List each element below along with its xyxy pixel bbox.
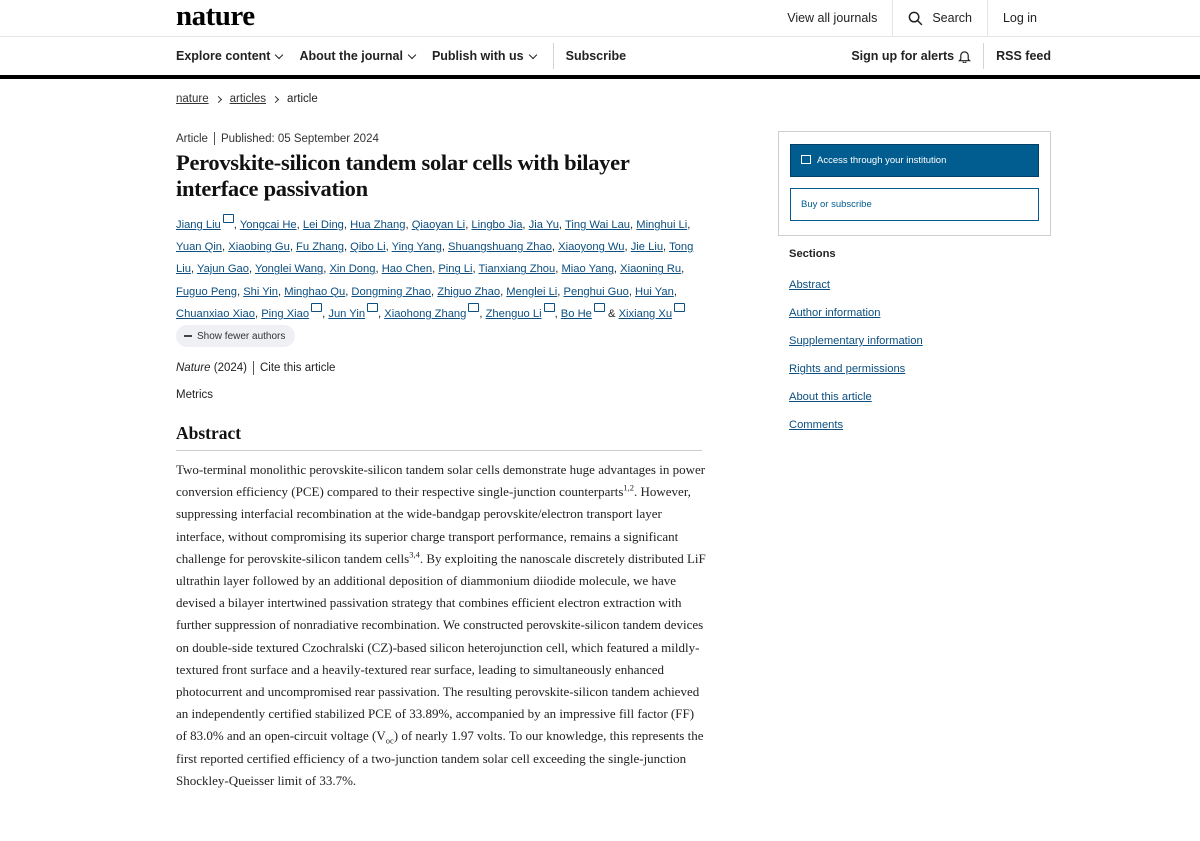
author-link[interactable]: Ping Xiao bbox=[261, 307, 310, 320]
journal-link[interactable]: Nature bbox=[176, 362, 211, 374]
author-list: Jiang Liu , Yongcai He, Lei Ding, Hua Zhang, Qiaoyan Li, Lingbo Jia, Jia Yu, Ting Wai Lau, Minghui Li, Yuan Qin, Xiaobing Gu, Fu Zhang, Qibo Li, Ying Yang, Shuangshuang Zhao, Xiaoyong Wu, Jie Liu, Tong Liu, Yajun Gao, Yonglei Wang, Xin Dong, Hao Chen, Ping Li, Tianxiang Zhou, Miao Yang, Xiaoning Ru, Fuguo Peng, Shi Yin, Minghao Qu, Dongming Zhao, Zhiguo Zhao, Menglei Li, Penghui Guo, Hui Yan, Chuanxiao Xiao, Ping Xiao , Jun Yin , Xiaohong Zhang , Zhenguo Li , Bo He & Xixiang Xu bbox=[176, 214, 706, 325]
author-link[interactable]: Ying Yang bbox=[391, 241, 442, 254]
alerts-signup-link[interactable]: Sign up for alerts bbox=[851, 49, 971, 63]
about-journal-menu[interactable]: About the journal bbox=[299, 49, 414, 63]
buy-subscribe-button[interactable]: Buy or subscribe bbox=[790, 188, 1039, 221]
rss-feed-link[interactable]: RSS feed bbox=[996, 49, 1051, 63]
explore-content-menu[interactable]: Explore content bbox=[176, 49, 282, 63]
email-icon[interactable] bbox=[367, 303, 378, 312]
publication-year: (2024) bbox=[213, 362, 247, 374]
chevron-right-icon bbox=[215, 95, 222, 102]
author-link[interactable]: Jun Yin bbox=[328, 307, 366, 320]
author-link[interactable]: Minghao Qu bbox=[284, 285, 346, 298]
show-fewer-authors-button[interactable]: Show fewer authors bbox=[176, 325, 295, 347]
author-link[interactable]: Jia Yu bbox=[528, 219, 559, 231]
nav-divider bbox=[553, 43, 554, 69]
section-link-supplementary[interactable]: Supplementary information bbox=[789, 335, 923, 347]
view-all-journals-link[interactable]: View all journals bbox=[787, 11, 878, 25]
article-title: Perovskite-silicon tandem solar cells with bilayer interface passivation bbox=[176, 150, 630, 201]
author-link[interactable]: Xiaohong Zhang bbox=[384, 307, 467, 320]
chevron-down-icon bbox=[528, 50, 536, 58]
author-link[interactable]: Tong Liu bbox=[176, 241, 694, 276]
email-icon[interactable] bbox=[594, 303, 605, 312]
sections-title: Sections bbox=[789, 248, 836, 260]
article-meta bbox=[176, 132, 379, 145]
author-link[interactable]: Xin Dong bbox=[329, 263, 376, 276]
chevron-right-icon bbox=[272, 95, 279, 102]
email-icon[interactable] bbox=[311, 303, 322, 312]
access-institution-button[interactable]: Access through your institution bbox=[790, 144, 1039, 177]
author-link[interactable]: Shuangshuang Zhao bbox=[448, 241, 552, 254]
author-link[interactable]: Chuanxiao Xiao bbox=[176, 307, 255, 320]
author-link[interactable]: Jiang Liu bbox=[176, 219, 221, 231]
metrics-link[interactable]: Metrics bbox=[176, 389, 214, 401]
breadcrumb-nature[interactable]: nature bbox=[176, 93, 209, 105]
sections-nav bbox=[789, 248, 923, 447]
author-link[interactable]: Lei Ding bbox=[302, 219, 344, 231]
main-nav bbox=[0, 37, 1200, 79]
section-link-comments[interactable]: Comments bbox=[789, 419, 844, 431]
email-icon[interactable] bbox=[223, 214, 234, 223]
subscribe-link[interactable]: Subscribe bbox=[565, 49, 627, 63]
author-link[interactable]: Ting Wai Lau bbox=[564, 219, 631, 231]
search-button[interactable]: Search bbox=[892, 0, 987, 36]
author-link[interactable]: Qiaoyan Li bbox=[411, 219, 466, 231]
ref-3-4[interactable]: 3,4 bbox=[409, 549, 420, 560]
article-type: Article bbox=[176, 132, 208, 145]
author-link[interactable]: Qibo Li bbox=[350, 241, 386, 254]
search-icon bbox=[908, 11, 923, 26]
author-link[interactable]: Yongcai He bbox=[239, 219, 297, 231]
author-link[interactable]: Xixiang Xu bbox=[618, 307, 673, 320]
ref-1-2[interactable]: 1,2 bbox=[623, 482, 635, 493]
section-link-rights[interactable]: Rights and permissions bbox=[789, 363, 906, 375]
author-link[interactable]: Yonglei Wang bbox=[255, 263, 324, 276]
section-link-abstract[interactable]: Abstract bbox=[789, 279, 831, 291]
author-link[interactable]: Jie Liu bbox=[630, 241, 664, 254]
author-link[interactable]: Xiaoyong Wu bbox=[558, 241, 625, 254]
author-link[interactable]: Yajun Gao bbox=[196, 263, 249, 276]
author-link[interactable]: Fu Zhang bbox=[296, 241, 344, 254]
author-link[interactable]: Fuguo Peng bbox=[176, 285, 237, 298]
email-icon[interactable] bbox=[468, 303, 479, 312]
breadcrumb-articles[interactable]: articles bbox=[229, 93, 267, 105]
author-link[interactable]: Penghui Guo bbox=[563, 285, 629, 298]
author-link[interactable]: Yuan Qin bbox=[176, 241, 223, 254]
author-link[interactable]: Minghui Li bbox=[636, 219, 688, 231]
author-link[interactable]: Menglei Li bbox=[506, 285, 558, 298]
nav-divider bbox=[983, 43, 984, 69]
author-link[interactable]: Dongming Zhao bbox=[351, 285, 432, 298]
cite-article-link[interactable]: Cite this article bbox=[259, 362, 336, 374]
email-icon[interactable] bbox=[544, 303, 555, 312]
breadcrumb-article: article bbox=[287, 93, 318, 105]
author-link[interactable]: Bo He bbox=[560, 307, 592, 320]
abstract-heading: Abstract bbox=[176, 423, 702, 451]
author-link[interactable]: Hao Chen bbox=[381, 263, 433, 276]
author-link[interactable]: Xiaoning Ru bbox=[620, 263, 682, 276]
author-link[interactable]: Zhiguo Zhao bbox=[437, 285, 501, 298]
minus-icon bbox=[184, 335, 192, 337]
author-link[interactable]: Hua Zhang bbox=[350, 219, 406, 231]
chevron-down-icon bbox=[408, 50, 416, 58]
bell-icon bbox=[958, 50, 971, 63]
section-link-author-info[interactable]: Author information bbox=[789, 307, 881, 319]
nature-logo[interactable]: nature bbox=[176, 0, 255, 32]
author-link[interactable]: Tianxiang Zhou bbox=[478, 263, 556, 276]
institution-icon bbox=[801, 155, 811, 164]
author-link[interactable]: Hui Yan bbox=[635, 285, 674, 298]
author-link[interactable]: Lingbo Jia bbox=[471, 219, 523, 231]
email-icon[interactable] bbox=[674, 303, 685, 312]
author-link[interactable]: Ping Li bbox=[438, 263, 473, 276]
author-link[interactable]: Xiaobing Gu bbox=[228, 241, 290, 254]
breadcrumb bbox=[176, 93, 318, 105]
header-actions bbox=[772, 0, 1052, 36]
citation-line bbox=[176, 361, 335, 375]
section-link-about[interactable]: About this article bbox=[789, 391, 872, 403]
site-header bbox=[0, 0, 1200, 37]
access-box bbox=[778, 131, 1051, 236]
publish-menu[interactable]: Publish with us bbox=[432, 49, 536, 63]
author-link[interactable]: Miao Yang bbox=[561, 263, 614, 276]
author-link[interactable]: Shi Yin bbox=[243, 285, 279, 298]
login-link[interactable]: Log in bbox=[987, 0, 1052, 36]
abstract-text: Two-terminal monolithic perovskite-silicon tandem solar cells demonstrate huge advantages in power conversion efficiency (PCE) compared to their respective single-junction counterparts$^{1,2}$. However, suppressing interfacial recombination at the wide-bandgap perovskite/electron transport layer interface, without compromising its superior charge transport performance, remains a significant challenge for perovskite-silicon tandem cells$^{3,4}$. By exploiting the nanoscale discretely distributed LiF ultrathin layer followed by an additional deposition of diammonium diiodide molecule, we have devised a bilayer intertwined passivation strategy that combines efficient electron extraction with further suppression of nonradiative recombination. We constructed perovskite-silicon tandem devices on double-side textured Czochralski (CZ)-based silicon heterojunction cell, which featured a mildly-textured front surface and a heavily-textured rear surface, leading to simultaneously enhanced photocurrent and uncompromised rear passivation. The resulting perovskite-silicon tandem achieved an independently certified stabilized PCE of 33.89%, accompanied by an impressive fill factor (FF) of 83.0% and an open-circuit voltage $(V_{oc})$ of nearly 1.97 volts. To our knowledge, this represents the first reported certified efficiency of a two-junction tandem solar cell exceeding the single-junction Shockley-Queisser limit of 33.7%. bbox=[176, 462, 706, 788]
published-date: Published: 05 September 2024 bbox=[220, 132, 379, 145]
author-link[interactable]: Zhenguo Li bbox=[485, 307, 542, 320]
chevron-down-icon bbox=[275, 50, 283, 58]
